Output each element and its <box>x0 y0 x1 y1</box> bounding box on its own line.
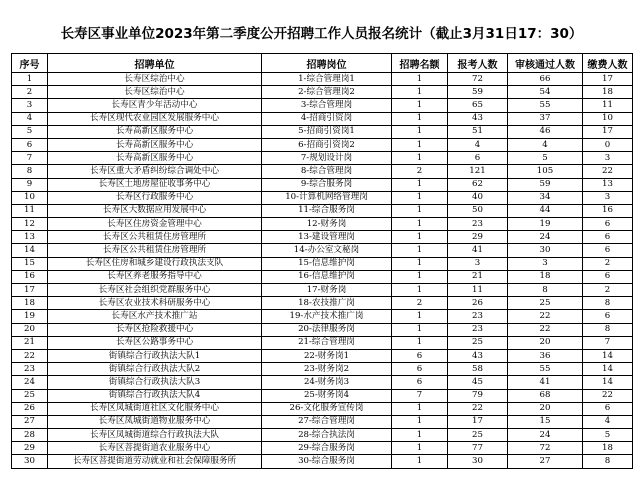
cell-index: 12 <box>12 218 48 231</box>
cell-applicants: 23 <box>448 310 508 323</box>
cell-paid: 22 <box>583 389 633 402</box>
cell-position: 30-综合服务岗 <box>262 455 392 468</box>
cell-position: 24-财务岗3 <box>262 376 392 389</box>
cell-position: 29-综合服务岗 <box>262 442 392 455</box>
header-applicants: 报考人数 <box>448 54 508 73</box>
cell-approved: 18 <box>508 270 583 283</box>
registration-table <box>11 53 633 469</box>
table-row <box>12 455 633 468</box>
cell-paid: 2 <box>583 284 633 297</box>
cell-quota: 1 <box>392 284 448 297</box>
table-row <box>12 178 633 191</box>
cell-quota: 1 <box>392 112 448 125</box>
cell-paid: 6 <box>583 244 633 257</box>
cell-quota: 1 <box>392 257 448 270</box>
cell-position: 22-财务岗1 <box>262 349 392 362</box>
table-row <box>12 86 633 99</box>
cell-position: 15-信息维护岗 <box>262 257 392 270</box>
cell-index: 30 <box>12 455 48 468</box>
cell-paid: 16 <box>583 204 633 217</box>
cell-applicants: 72 <box>448 73 508 86</box>
table-row <box>12 310 633 323</box>
table-row <box>12 323 633 336</box>
cell-paid: 17 <box>583 125 633 138</box>
cell-applicants: 51 <box>448 125 508 138</box>
cell-position: 28-综合执法岗 <box>262 429 392 442</box>
cell-unit: 长寿区菩提街道农业服务中心 <box>48 442 262 455</box>
cell-approved: 55 <box>508 363 583 376</box>
cell-applicants: 45 <box>448 376 508 389</box>
cell-applicants: 43 <box>448 349 508 362</box>
cell-index: 9 <box>12 178 48 191</box>
cell-position: 23-财务岗2 <box>262 363 392 376</box>
cell-applicants: 3 <box>448 257 508 270</box>
cell-quota: 1 <box>392 442 448 455</box>
cell-position: 12-财务岗 <box>262 218 392 231</box>
table-row <box>12 270 633 283</box>
cell-unit: 长寿区公路事务中心 <box>48 336 262 349</box>
cell-approved: 54 <box>508 86 583 99</box>
cell-index: 14 <box>12 244 48 257</box>
cell-unit: 长寿区凤城街道社区文化服务中心 <box>48 402 262 415</box>
cell-index: 19 <box>12 310 48 323</box>
cell-index: 3 <box>12 99 48 112</box>
cell-position: 5-招商引资岗1 <box>262 125 392 138</box>
cell-index: 16 <box>12 270 48 283</box>
cell-approved: 19 <box>508 218 583 231</box>
cell-index: 17 <box>12 284 48 297</box>
table-row <box>12 165 633 178</box>
cell-approved: 22 <box>508 323 583 336</box>
table-row <box>12 402 633 415</box>
cell-unit: 长寿区抢险救援中心 <box>48 323 262 336</box>
table-row <box>12 349 633 362</box>
header-approved: 审核通过人数 <box>508 54 583 73</box>
cell-approved: 22 <box>508 310 583 323</box>
cell-index: 8 <box>12 165 48 178</box>
cell-quota: 1 <box>392 231 448 244</box>
cell-approved: 72 <box>508 442 583 455</box>
cell-approved: 44 <box>508 204 583 217</box>
table-row <box>12 415 633 428</box>
cell-unit: 长寿区凤城街道综合行政执法大队 <box>48 429 262 442</box>
cell-unit: 长寿高新区服务中心 <box>48 152 262 165</box>
cell-unit: 长寿区农业技术科研服务中心 <box>48 297 262 310</box>
cell-paid: 8 <box>583 455 633 468</box>
cell-unit: 长寿区土地房屋征收事务中心 <box>48 178 262 191</box>
cell-approved: 3 <box>508 257 583 270</box>
cell-position: 14-办公室文秘岗 <box>262 244 392 257</box>
cell-applicants: 25 <box>448 429 508 442</box>
cell-index: 5 <box>12 125 48 138</box>
cell-applicants: 59 <box>448 86 508 99</box>
cell-paid: 13 <box>583 178 633 191</box>
cell-paid: 18 <box>583 86 633 99</box>
cell-quota: 1 <box>392 99 448 112</box>
cell-position: 10-计算机网络管理岗 <box>262 191 392 204</box>
cell-index: 13 <box>12 231 48 244</box>
cell-index: 22 <box>12 349 48 362</box>
cell-quota: 1 <box>392 270 448 283</box>
cell-approved: 4 <box>508 138 583 151</box>
cell-paid: 8 <box>583 297 633 310</box>
cell-quota: 1 <box>392 415 448 428</box>
table-row <box>12 442 633 455</box>
cell-position: 1-综合管理岗1 <box>262 73 392 86</box>
cell-unit: 街镇综合行政执法大队4 <box>48 389 262 402</box>
cell-quota: 1 <box>392 191 448 204</box>
cell-position: 11-综合服务岗 <box>262 204 392 217</box>
cell-quota: 1 <box>392 73 448 86</box>
cell-unit: 长寿区公共租赁住房管理所 <box>48 231 262 244</box>
cell-applicants: 65 <box>448 99 508 112</box>
cell-applicants: 77 <box>448 442 508 455</box>
cell-applicants: 23 <box>448 323 508 336</box>
cell-approved: 37 <box>508 112 583 125</box>
cell-applicants: 41 <box>448 244 508 257</box>
cell-paid: 3 <box>583 191 633 204</box>
table-row <box>12 152 633 165</box>
cell-paid: 14 <box>583 363 633 376</box>
cell-quota: 6 <box>392 376 448 389</box>
cell-position: 19-水产技术推广岗 <box>262 310 392 323</box>
cell-index: 26 <box>12 402 48 415</box>
table-row <box>12 112 633 125</box>
cell-paid: 14 <box>583 376 633 389</box>
cell-paid: 8 <box>583 323 633 336</box>
cell-position: 3-综合管理岗 <box>262 99 392 112</box>
cell-approved: 24 <box>508 429 583 442</box>
cell-approved: 27 <box>508 455 583 468</box>
cell-approved: 105 <box>508 165 583 178</box>
cell-index: 11 <box>12 204 48 217</box>
cell-index: 18 <box>12 297 48 310</box>
header-quota: 招聘名额 <box>392 54 448 73</box>
cell-unit: 长寿区水产技术推广站 <box>48 310 262 323</box>
cell-paid: 2 <box>583 257 633 270</box>
cell-quota: 1 <box>392 86 448 99</box>
table-header-row <box>12 54 633 73</box>
cell-applicants: 121 <box>448 165 508 178</box>
cell-position: 25-财务岗4 <box>262 389 392 402</box>
cell-paid: 17 <box>583 73 633 86</box>
cell-index: 20 <box>12 323 48 336</box>
cell-position: 21-综合管理岗 <box>262 336 392 349</box>
cell-index: 4 <box>12 112 48 125</box>
cell-paid: 11 <box>583 99 633 112</box>
table-row <box>12 218 633 231</box>
cell-unit: 长寿区综治中心 <box>48 86 262 99</box>
table-row <box>12 363 633 376</box>
cell-applicants: 50 <box>448 204 508 217</box>
cell-index: 10 <box>12 191 48 204</box>
cell-index: 29 <box>12 442 48 455</box>
cell-position: 4-招商引资岗 <box>262 112 392 125</box>
cell-paid: 5 <box>583 429 633 442</box>
cell-unit: 长寿区住房和城乡建设行政执法支队 <box>48 257 262 270</box>
cell-index: 2 <box>12 86 48 99</box>
cell-applicants: 79 <box>448 389 508 402</box>
cell-quota: 1 <box>392 336 448 349</box>
cell-quota: 1 <box>392 402 448 415</box>
cell-position: 9-综合服务岗 <box>262 178 392 191</box>
table-row <box>12 204 633 217</box>
cell-position: 8-综合管理岗 <box>262 165 392 178</box>
cell-position: 20-法律服务岗 <box>262 323 392 336</box>
cell-paid: 6 <box>583 310 633 323</box>
cell-approved: 66 <box>508 73 583 86</box>
cell-quota: 1 <box>392 455 448 468</box>
table-row <box>12 284 633 297</box>
cell-quota: 1 <box>392 138 448 151</box>
cell-index: 15 <box>12 257 48 270</box>
cell-approved: 55 <box>508 99 583 112</box>
table-row <box>12 191 633 204</box>
cell-approved: 25 <box>508 297 583 310</box>
cell-applicants: 58 <box>448 363 508 376</box>
document-title: 长寿区事业单位2023年第二季度公开招聘工作人员报名统计（截止3月31日17：30） <box>60 26 583 42</box>
cell-index: 28 <box>12 429 48 442</box>
table-row <box>12 336 633 349</box>
cell-unit: 长寿高新区服务中心 <box>48 125 262 138</box>
cell-applicants: 11 <box>448 284 508 297</box>
cell-applicants: 40 <box>448 191 508 204</box>
cell-approved: 20 <box>508 336 583 349</box>
cell-unit: 长寿区大数据应用发展中心 <box>48 204 262 217</box>
cell-index: 27 <box>12 415 48 428</box>
cell-paid: 10 <box>583 112 633 125</box>
cell-position: 18-农技推广岗 <box>262 297 392 310</box>
cell-approved: 68 <box>508 389 583 402</box>
cell-applicants: 21 <box>448 270 508 283</box>
cell-index: 21 <box>12 336 48 349</box>
cell-unit: 长寿区重大矛盾纠纷综合调处中心 <box>48 165 262 178</box>
cell-position: 7-规划设计岗 <box>262 152 392 165</box>
cell-unit: 长寿区公共租赁住房管理所 <box>48 244 262 257</box>
cell-paid: 4 <box>583 415 633 428</box>
cell-approved: 34 <box>508 191 583 204</box>
cell-quota: 1 <box>392 323 448 336</box>
header-unit: 招聘单位 <box>48 54 262 73</box>
cell-index: 6 <box>12 138 48 151</box>
table-row <box>12 244 633 257</box>
cell-paid: 6 <box>583 231 633 244</box>
cell-applicants: 22 <box>448 402 508 415</box>
cell-approved: 15 <box>508 415 583 428</box>
cell-position: 16-信息维护岗 <box>262 270 392 283</box>
cell-paid: 18 <box>583 442 633 455</box>
cell-position: 27-综合管理岗 <box>262 415 392 428</box>
cell-applicants: 43 <box>448 112 508 125</box>
header-position: 招聘岗位 <box>262 54 392 73</box>
cell-position: 13-建设管理岗 <box>262 231 392 244</box>
cell-quota: 1 <box>392 125 448 138</box>
cell-paid: 3 <box>583 152 633 165</box>
cell-approved: 20 <box>508 402 583 415</box>
cell-approved: 41 <box>508 376 583 389</box>
cell-paid: 0 <box>583 138 633 151</box>
cell-unit: 长寿区社会组织党群服务中心 <box>48 284 262 297</box>
table-row <box>12 99 633 112</box>
cell-paid: 7 <box>583 336 633 349</box>
cell-approved: 36 <box>508 349 583 362</box>
cell-unit: 街镇综合行政执法大队2 <box>48 363 262 376</box>
cell-applicants: 6 <box>448 152 508 165</box>
cell-unit: 长寿高新区服务中心 <box>48 138 262 151</box>
cell-unit: 长寿区养老服务指导中心 <box>48 270 262 283</box>
cell-quota: 1 <box>392 429 448 442</box>
cell-applicants: 26 <box>448 297 508 310</box>
cell-applicants: 17 <box>448 415 508 428</box>
table-row <box>12 297 633 310</box>
cell-paid: 6 <box>583 402 633 415</box>
cell-quota: 2 <box>392 165 448 178</box>
cell-quota: 7 <box>392 389 448 402</box>
cell-quota: 1 <box>392 218 448 231</box>
cell-quota: 1 <box>392 244 448 257</box>
cell-unit: 长寿区综治中心 <box>48 73 262 86</box>
table-row <box>12 429 633 442</box>
cell-approved: 46 <box>508 125 583 138</box>
table-row <box>12 138 633 151</box>
cell-index: 1 <box>12 73 48 86</box>
cell-paid: 6 <box>583 218 633 231</box>
table-row <box>12 389 633 402</box>
cell-unit: 长寿区凤城街道物业服务中心 <box>48 415 262 428</box>
table-body <box>12 73 633 469</box>
cell-index: 23 <box>12 363 48 376</box>
cell-index: 24 <box>12 376 48 389</box>
cell-unit: 长寿区青少年活动中心 <box>48 99 262 112</box>
cell-applicants: 4 <box>448 138 508 151</box>
cell-position: 2-综合管理岗2 <box>262 86 392 99</box>
cell-unit: 长寿区菩提街道劳动就业和社会保障服务所 <box>48 455 262 468</box>
cell-quota: 6 <box>392 363 448 376</box>
cell-index: 7 <box>12 152 48 165</box>
cell-approved: 30 <box>508 244 583 257</box>
cell-paid: 14 <box>583 349 633 362</box>
cell-quota: 6 <box>392 349 448 362</box>
cell-position: 26-文化服务宣传岗 <box>262 402 392 415</box>
table-row <box>12 125 633 138</box>
cell-applicants: 29 <box>448 231 508 244</box>
cell-quota: 1 <box>392 178 448 191</box>
cell-paid: 22 <box>583 165 633 178</box>
cell-approved: 59 <box>508 178 583 191</box>
cell-quota: 2 <box>392 297 448 310</box>
cell-approved: 24 <box>508 231 583 244</box>
cell-position: 17-财务岗 <box>262 284 392 297</box>
table-row <box>12 231 633 244</box>
header-paid: 缴费人数 <box>583 54 633 73</box>
cell-applicants: 30 <box>448 455 508 468</box>
cell-approved: 8 <box>508 284 583 297</box>
cell-index: 25 <box>12 389 48 402</box>
cell-paid: 6 <box>583 270 633 283</box>
cell-unit: 街镇综合行政执法大队1 <box>48 349 262 362</box>
cell-approved: 5 <box>508 152 583 165</box>
cell-quota: 1 <box>392 152 448 165</box>
cell-applicants: 25 <box>448 336 508 349</box>
cell-unit: 长寿区现代农业园区发展服务中心 <box>48 112 262 125</box>
cell-quota: 1 <box>392 204 448 217</box>
cell-unit: 街镇综合行政执法大队3 <box>48 376 262 389</box>
cell-applicants: 23 <box>448 218 508 231</box>
table-row <box>12 376 633 389</box>
table-row <box>12 73 633 86</box>
cell-unit: 长寿区住房资金管理中心 <box>48 218 262 231</box>
cell-position: 6-招商引资岗2 <box>262 138 392 151</box>
table-row <box>12 257 633 270</box>
header-index: 序号 <box>12 54 48 73</box>
cell-applicants: 62 <box>448 178 508 191</box>
cell-unit: 长寿区行政服务中心 <box>48 191 262 204</box>
cell-quota: 1 <box>392 310 448 323</box>
